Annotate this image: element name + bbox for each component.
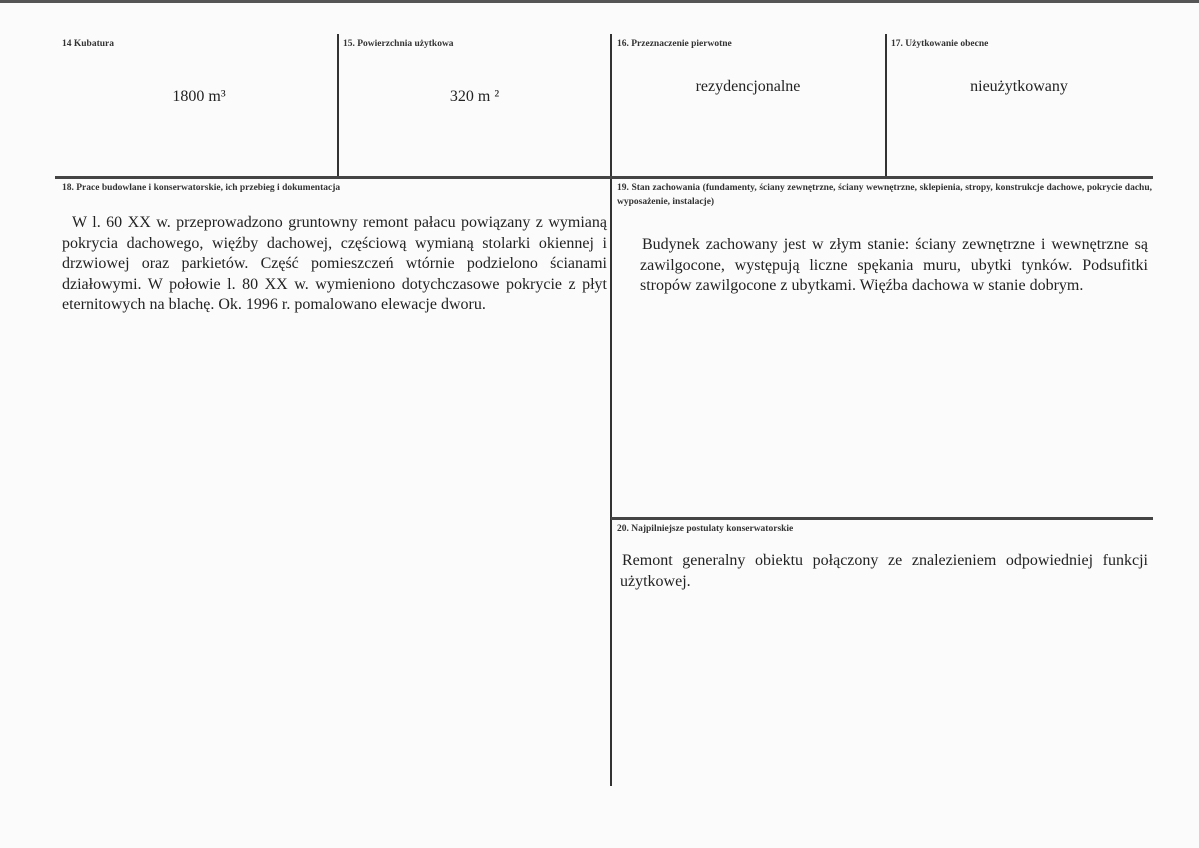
field-18-label: 18. Prace budowlane i konserwatorskie, ich przebieg i dokumentacja	[62, 183, 341, 193]
divider	[337, 34, 339, 178]
field-17-value: nieużytkowany	[970, 78, 1068, 95]
scan-edge	[0, 0, 1199, 3]
divider	[610, 34, 612, 786]
divider	[611, 517, 1153, 520]
field-20-label: 20. Najpilniejsze postulaty konserwatorskie	[617, 524, 794, 534]
field-15-label: 15. Powierzchnia użytkowa	[343, 39, 454, 49]
field-18-text: W l. 60 XX w. przeprowadzono gruntowny remont pałacu powiązany z wymianą pokrycia dachowego, więźby dachowej, częściową wymianą stolarki okiennej i drzwiowej oraz parkietów. Część pomieszczeń wtórnie podzielono ścianami działowymi. W połowie l. 80 XX w. wymieniono dotychczasowe pokrycie z płyt eternitowych na blachę. Ok. 1996 r. pomalowano elewacje dworu.	[62, 214, 607, 313]
field-19-label: 19. Stan zachowania (fundamenty, ściany zewnętrzne, ściany wewnętrzne, sklepienia, stropy, konstrukcje dachowe, pokrycie dachu, wyposażenie, instalacje)	[617, 183, 1152, 207]
divider	[885, 34, 887, 178]
field-20-text: Remont generalny obiektu połączony ze znalezieniem odpowiedniej funkcji użytkowej.	[620, 552, 1148, 590]
field-16-value: rezydencjonalne	[695, 78, 801, 95]
field-16-label: 16. Przeznaczenie pierwotne	[617, 39, 732, 49]
divider	[55, 176, 1153, 179]
field-14-label: 14 Kubatura	[62, 39, 114, 49]
field-19-text: Budynek zachowany jest w złym stanie: ściany zewnętrzne i wewnętrzne są zawilgocone, występują liczne spękania muru, ubytki tynków. Podsufitki stropów zawilgocone z ubytkami. Więźba dachowa w stanie dobrym.	[640, 236, 1148, 294]
field-17-label: 17. Użytkowanie obecne	[891, 39, 989, 49]
field-14-value: 1800 m³	[172, 88, 226, 105]
field-15-value: 320 m ²	[449, 88, 500, 105]
